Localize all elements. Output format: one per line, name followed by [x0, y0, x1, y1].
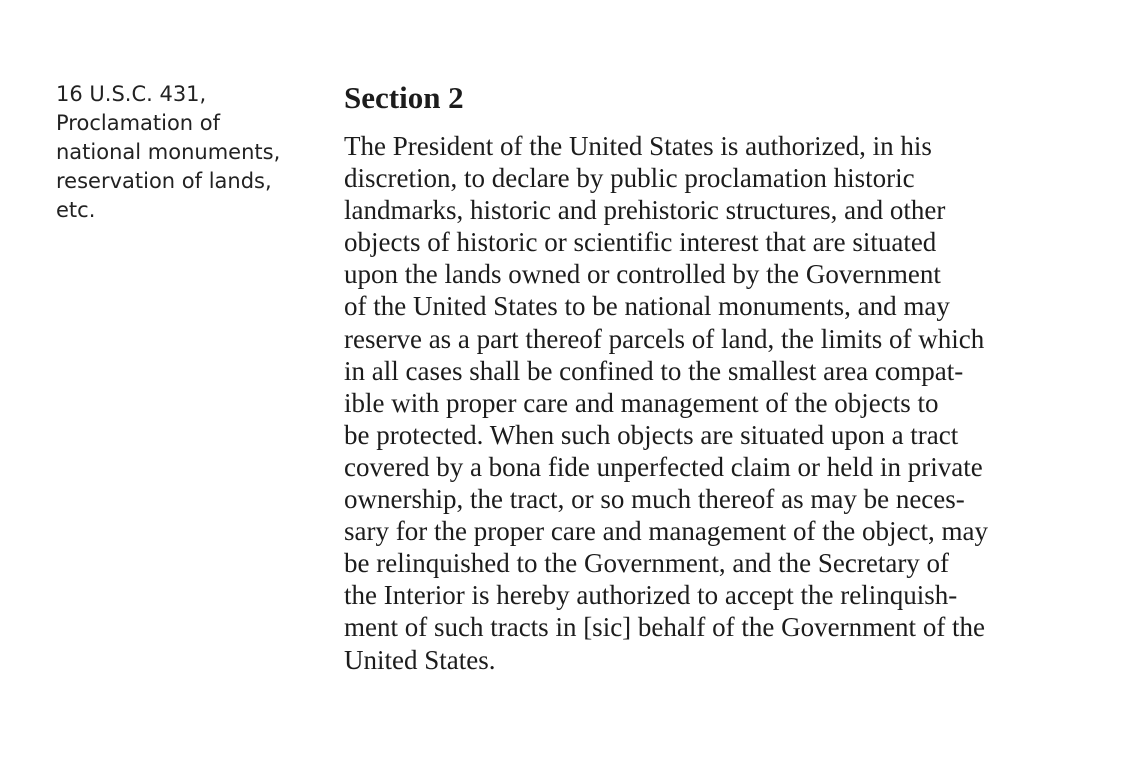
body-line: ment of such tracts in [sic] behalf of the Government of the	[344, 612, 986, 643]
body-line: discretion, to declare by public proclamation historic	[344, 163, 915, 194]
body-line: sary for the proper care and management of the object, may	[344, 516, 988, 547]
margin-note-line: etc.	[56, 198, 96, 222]
section-heading: Section 2	[344, 80, 464, 115]
body-line: ible with proper care and management of the objects to	[344, 387, 939, 418]
body-line: the Interior is hereby authorized to accept the relinquish-	[344, 580, 958, 611]
section-body	[344, 130, 1104, 676]
body-line: objects of historic or scientific interest that are situated	[344, 227, 937, 258]
margin-note-line: Proclamation of	[56, 111, 221, 135]
body-line: landmarks, historic and prehistoric structures, and other	[344, 195, 946, 226]
body-line: ownership, the tract, or so much thereof as may be neces-	[344, 484, 965, 515]
body-line: covered by a bona fide unperfected claim or held in private	[344, 451, 983, 482]
body-line: be relinquished to the Government, and the Secretary of	[344, 548, 950, 579]
body-line: The President of the United States is authorized, in his	[344, 131, 932, 161]
margin-note-line: reservation of lands,	[56, 169, 272, 193]
body-line: reserve as a part thereof parcels of land, the limits of which	[344, 323, 985, 354]
margin-note-line: national monuments,	[56, 140, 281, 164]
body-line: in all cases shall be confined to the smallest area compat-	[344, 355, 964, 386]
body-line: of the United States to be national monuments, and may	[344, 291, 950, 322]
body-line: United States.	[344, 644, 496, 675]
margin-note	[56, 80, 326, 225]
margin-note-line: 16 U.S.C. 431,	[56, 82, 207, 106]
body-line: upon the lands owned or controlled by the Government	[344, 259, 941, 290]
body-line: be protected. When such objects are situated upon a tract	[344, 419, 959, 450]
section-content	[344, 78, 1104, 676]
